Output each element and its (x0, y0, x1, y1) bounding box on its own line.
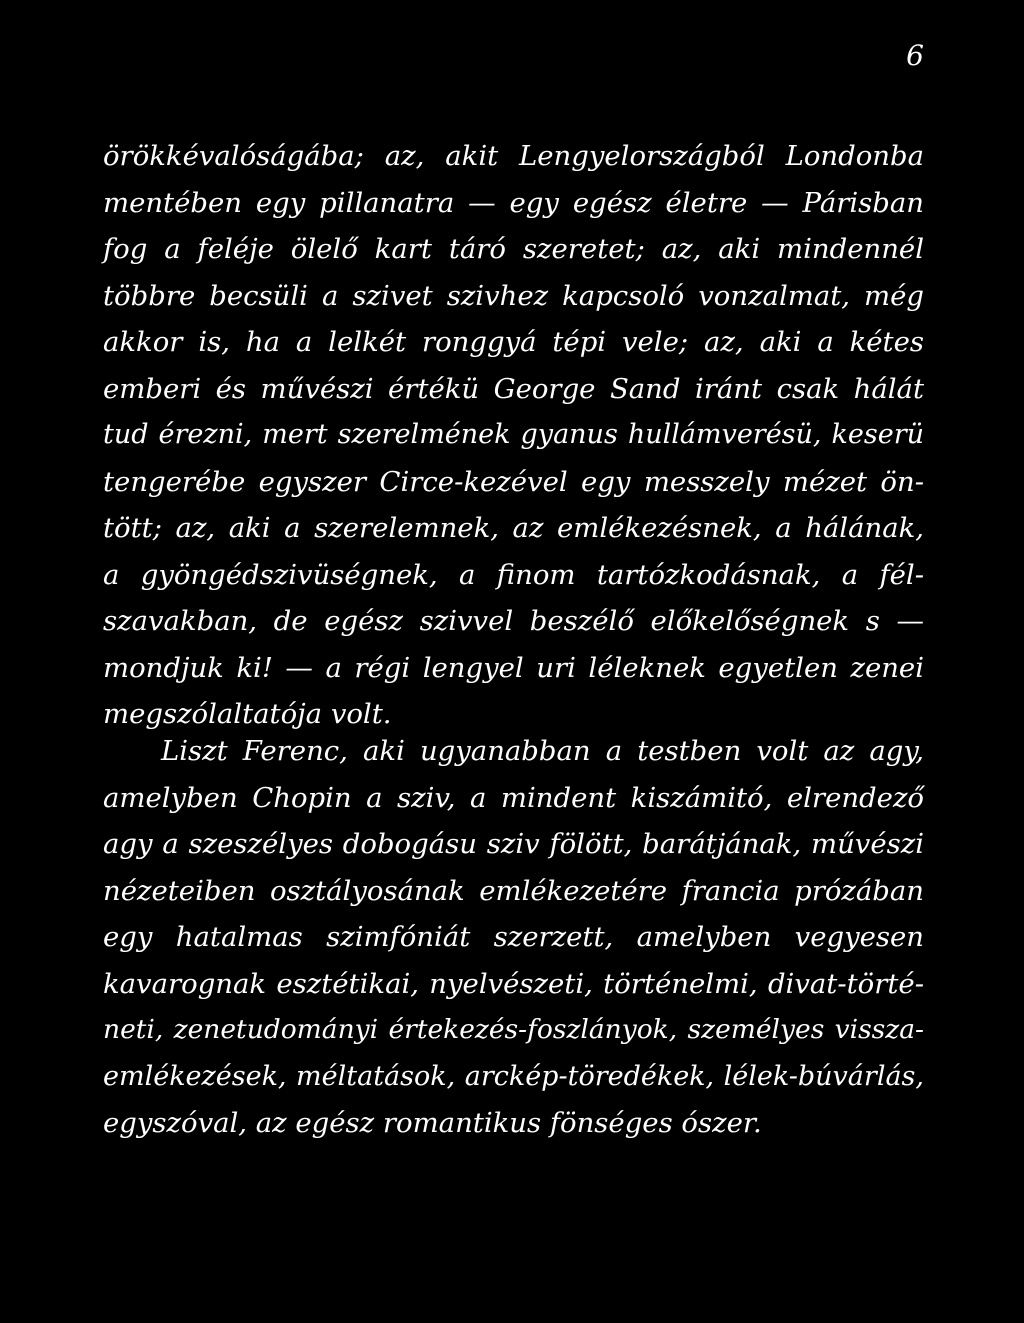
text-line: megszólaltatója volt. (103, 698, 392, 730)
text-line: agy a szeszélyes dobogásu sziv fölött, barátjának, művészi (103, 828, 924, 860)
text-line: amelyben Chopin a sziv, a mindent kiszámitó, elrendező (103, 781, 924, 814)
page-number: 6 (906, 39, 924, 72)
paragraph-2 (103, 728, 924, 1147)
text-line: a gyöngédszivüségnek, a finom tartózkodásnak, a fél- (103, 558, 924, 591)
text-line: neti, zenetudományi értekezés-foszlányok, személyes vissza- (103, 1014, 924, 1045)
text-line: mentében egy pillanatra — egy egész életre — Párisban (103, 186, 924, 219)
text-line: egy hatalmas szimfóniát szerzett, amelyben vegyesen (103, 921, 924, 953)
text-line: egyszóval, az egész romantikus fönséges ószer. (103, 1107, 762, 1139)
text-line: örökkévalóságába; az, akit Lengyelországból Londonba (103, 140, 924, 172)
text-line: tud érezni, mert szerelmének gyanus hullámverésü, keserü (103, 419, 924, 450)
text-line: nézeteiben osztályosának emlékezetére francia prózában (103, 874, 924, 907)
text-line: többre becsüli a szivet szivhez kapcsoló vonzalmat, még (103, 279, 924, 312)
text-line: tengerébe egyszer Circe-kezével egy messzely mézet ön- (103, 465, 924, 498)
text-line: kavarognak esztétikai, nyelvészeti, történelmi, divat-törté- (103, 967, 924, 1000)
text-line: emberi és művészi értékü George Sand iránt csak hálát (103, 372, 924, 405)
text-line: mondjuk ki! — a régi lengyel uri léleknek egyetlen zenei (103, 651, 924, 684)
text-line: akkor is, ha a lelkét ronggyá tépi vele; az, aki a kétes (103, 326, 924, 358)
text-line: emlékezések, méltatások, arckép-töredékek, lélek-búvárlás, (103, 1060, 924, 1092)
text-line-indented: Liszt Ferenc, aki ugyanabban a testben volt az agy, (161, 735, 924, 767)
text-line: tött; az, aki a szerelemnek, az emlékezésnek, a hálának, (103, 512, 924, 544)
text-line: szavakban, de egész szivvel beszélő előkelőségnek s — (103, 605, 924, 637)
text-line: fog a feléje ölelő kart táró szeretet; az, aki mindennél (103, 233, 924, 265)
paragraph-1 (103, 133, 924, 738)
